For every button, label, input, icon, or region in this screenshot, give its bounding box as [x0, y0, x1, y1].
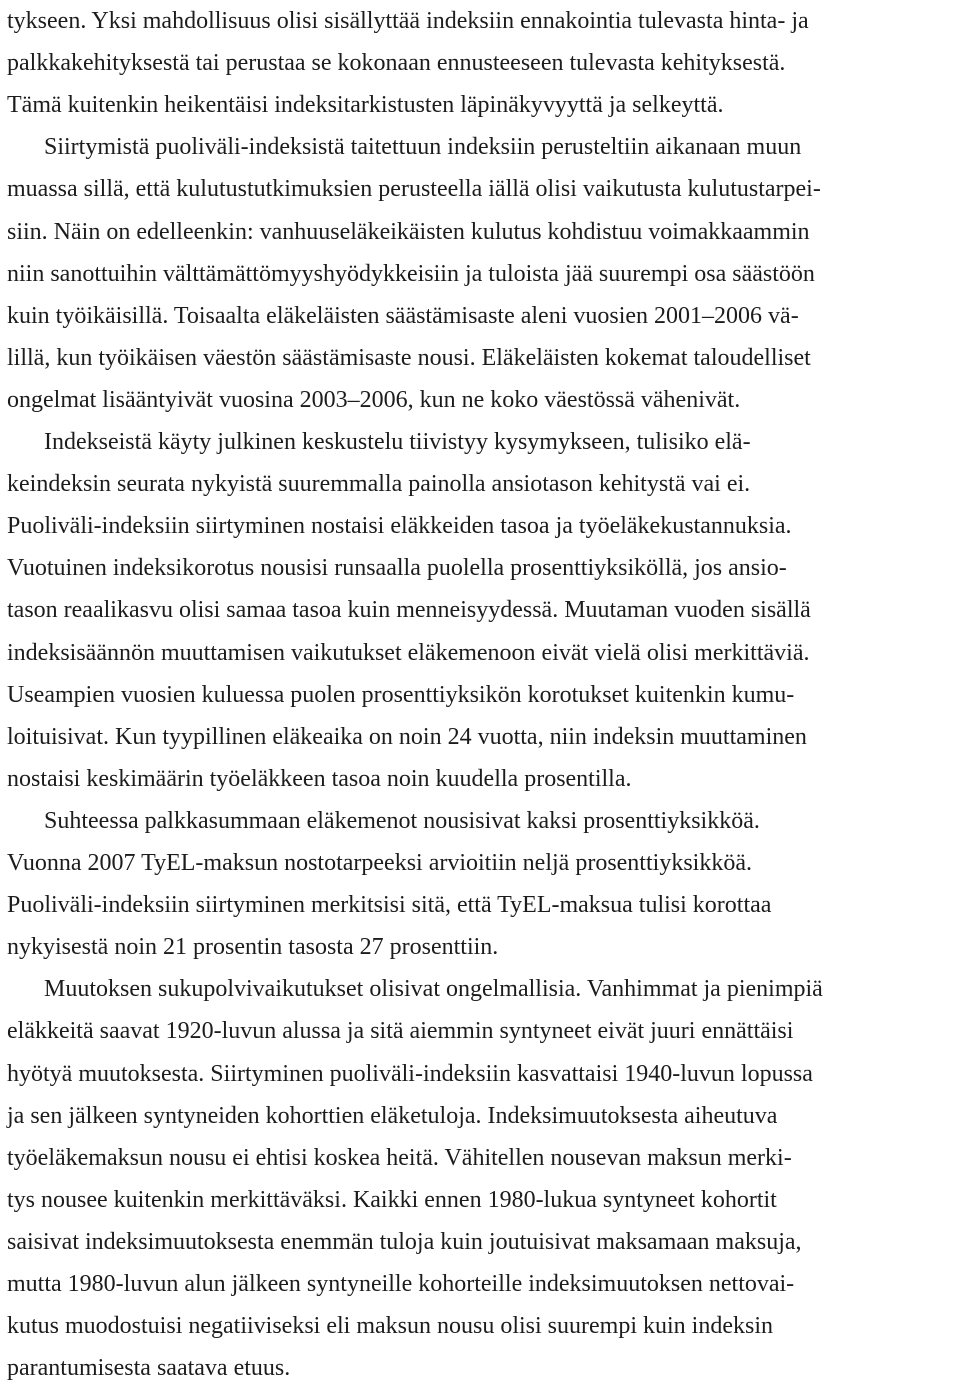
text-line: Vuotuinen indeksikorotus nousisi runsaalla puolella prosenttiyksiköllä, jos ansio- [7, 555, 787, 582]
text-line: Suhteessa palkkasummaan eläkemenot nousisivat kaksi prosenttiyksikköä. [44, 807, 760, 834]
text-line: Useampien vuosien kuluessa puolen prosenttiyksikön korotukset kuitenkin kumu- [7, 681, 795, 708]
text-line: mutta 1980-luvun alun jälkeen syntyneille kohorteille indeksimuutoksen nettovai- [7, 1271, 795, 1297]
text-line: indeksisäännön muuttamisen vaikutukset eläkemenoon eivät vielä olisi merkittäviä. [7, 639, 810, 666]
text-line: parantumisesta saatava etuus. [7, 1355, 291, 1382]
text-line: loituisivat. Kun tyypillinen eläkeaika on noin 24 vuotta, niin indeksin muuttaminen [7, 723, 807, 750]
text-line: tykseen. Yksi mahdollisuus olisi sisällyttää indeksiin ennakointia tulevasta hinta- ja [7, 8, 809, 34]
text-line: Tämä kuitenkin heikentäisi indeksitarkistusten läpinäkyvyyttä ja selkeyttä. [7, 92, 724, 119]
text-line: nostaisi keskimäärin työeläkkeen tasoa noin kuudella prosentilla. [7, 765, 632, 792]
text-line: lillä, kun työikäisen väestön säästämisaste nousi. Eläkeläisten kokemat taloudelliset [7, 344, 811, 371]
text-line: ja sen jälkeen syntyneiden kohorttien eläketuloja. Indeksimuutoksesta aiheutuva [7, 1102, 778, 1129]
text-line: eläkkeitä saavat 1920-luvun alussa ja sitä aiemmin syntyneet eivät juuri ennättäisi [7, 1018, 794, 1045]
text-line: keindeksin seurata nykyistä suuremmalla painolla ansiotason kehitystä vai ei. [7, 471, 751, 498]
text-line: Puoliväli-indeksiin siirtyminen merkitsisi sitä, että TyEL-maksua tulisi korottaa [7, 892, 772, 919]
text-line: Vuonna 2007 TyEL-maksun nostotarpeeksi arvioitiin neljä prosenttiyksikköä. [7, 850, 752, 876]
text-line: hyötyä muutoksesta. Siirtyminen puoliväli-indeksiin kasvattaisi 1940-luvun lopussa [7, 1060, 813, 1087]
text-line: Indekseistä käyty julkinen keskustelu tiivistyy kysymykseen, tulisiko elä- [44, 429, 751, 455]
text-line: siin. Näin on edelleenkin: vanhuuseläkeikäisten kulutus kohdistuu voimakkaammin [7, 218, 810, 245]
text-line: kuin työikäisillä. Toisaalta eläkeläisten säästämisaste aleni vuosien 2001–2006 vä- [7, 302, 799, 329]
text-line: ongelmat lisääntyivät vuosina 2003–2006, kun ne koko väestössä vähenivät. [7, 386, 741, 413]
text-line: palkkakehityksestä tai perustaa se kokonaan ennusteeseen tulevasta kehityksestä. [7, 50, 786, 77]
text-line: nykyisestä noin 21 prosentin tasosta 27 prosenttiin. [7, 934, 499, 961]
text-line: tys nousee kuitenkin merkittäväksi. Kaikki ennen 1980-lukua syntyneet kohortit [7, 1186, 777, 1213]
text-line: työeläkemaksun nousu ei ehtisi koskea heitä. Vähitellen nousevan maksun merki- [7, 1144, 792, 1171]
text-line: kutus muodostuisi negatiiviseksi eli maksun nousu olisi suurempi kuin indeksin [7, 1313, 773, 1340]
text-line: Puoliväli-indeksiin siirtyminen nostaisi eläkkeiden tasoa ja työeläkekustannuksia. [7, 513, 792, 540]
text-line: Muutoksen sukupolvivaikutukset olisivat ongelmallisia. Vanhimmat ja pienimpiä [44, 976, 823, 1003]
text-line: niin sanottuihin välttämättömyyshyödykkeisiin ja tuloista jää suurempi osa säästöön [7, 260, 815, 287]
text-line: saisivat indeksimuutoksesta enemmän tuloja kuin joutuisivat maksamaan maksuja, [7, 1228, 802, 1255]
text-line: muassa sillä, että kulutustutkimuksien perusteella iällä olisi vaikutusta kulutustarpei- [7, 176, 821, 203]
text-line: tason reaalikasvu olisi samaa tasoa kuin menneisyydessä. Muutaman vuoden sisällä [7, 597, 811, 624]
text-line: Siirtymistä puoliväli-indeksistä taitettuun indeksiin perusteltiin aikanaan muun [44, 134, 802, 161]
